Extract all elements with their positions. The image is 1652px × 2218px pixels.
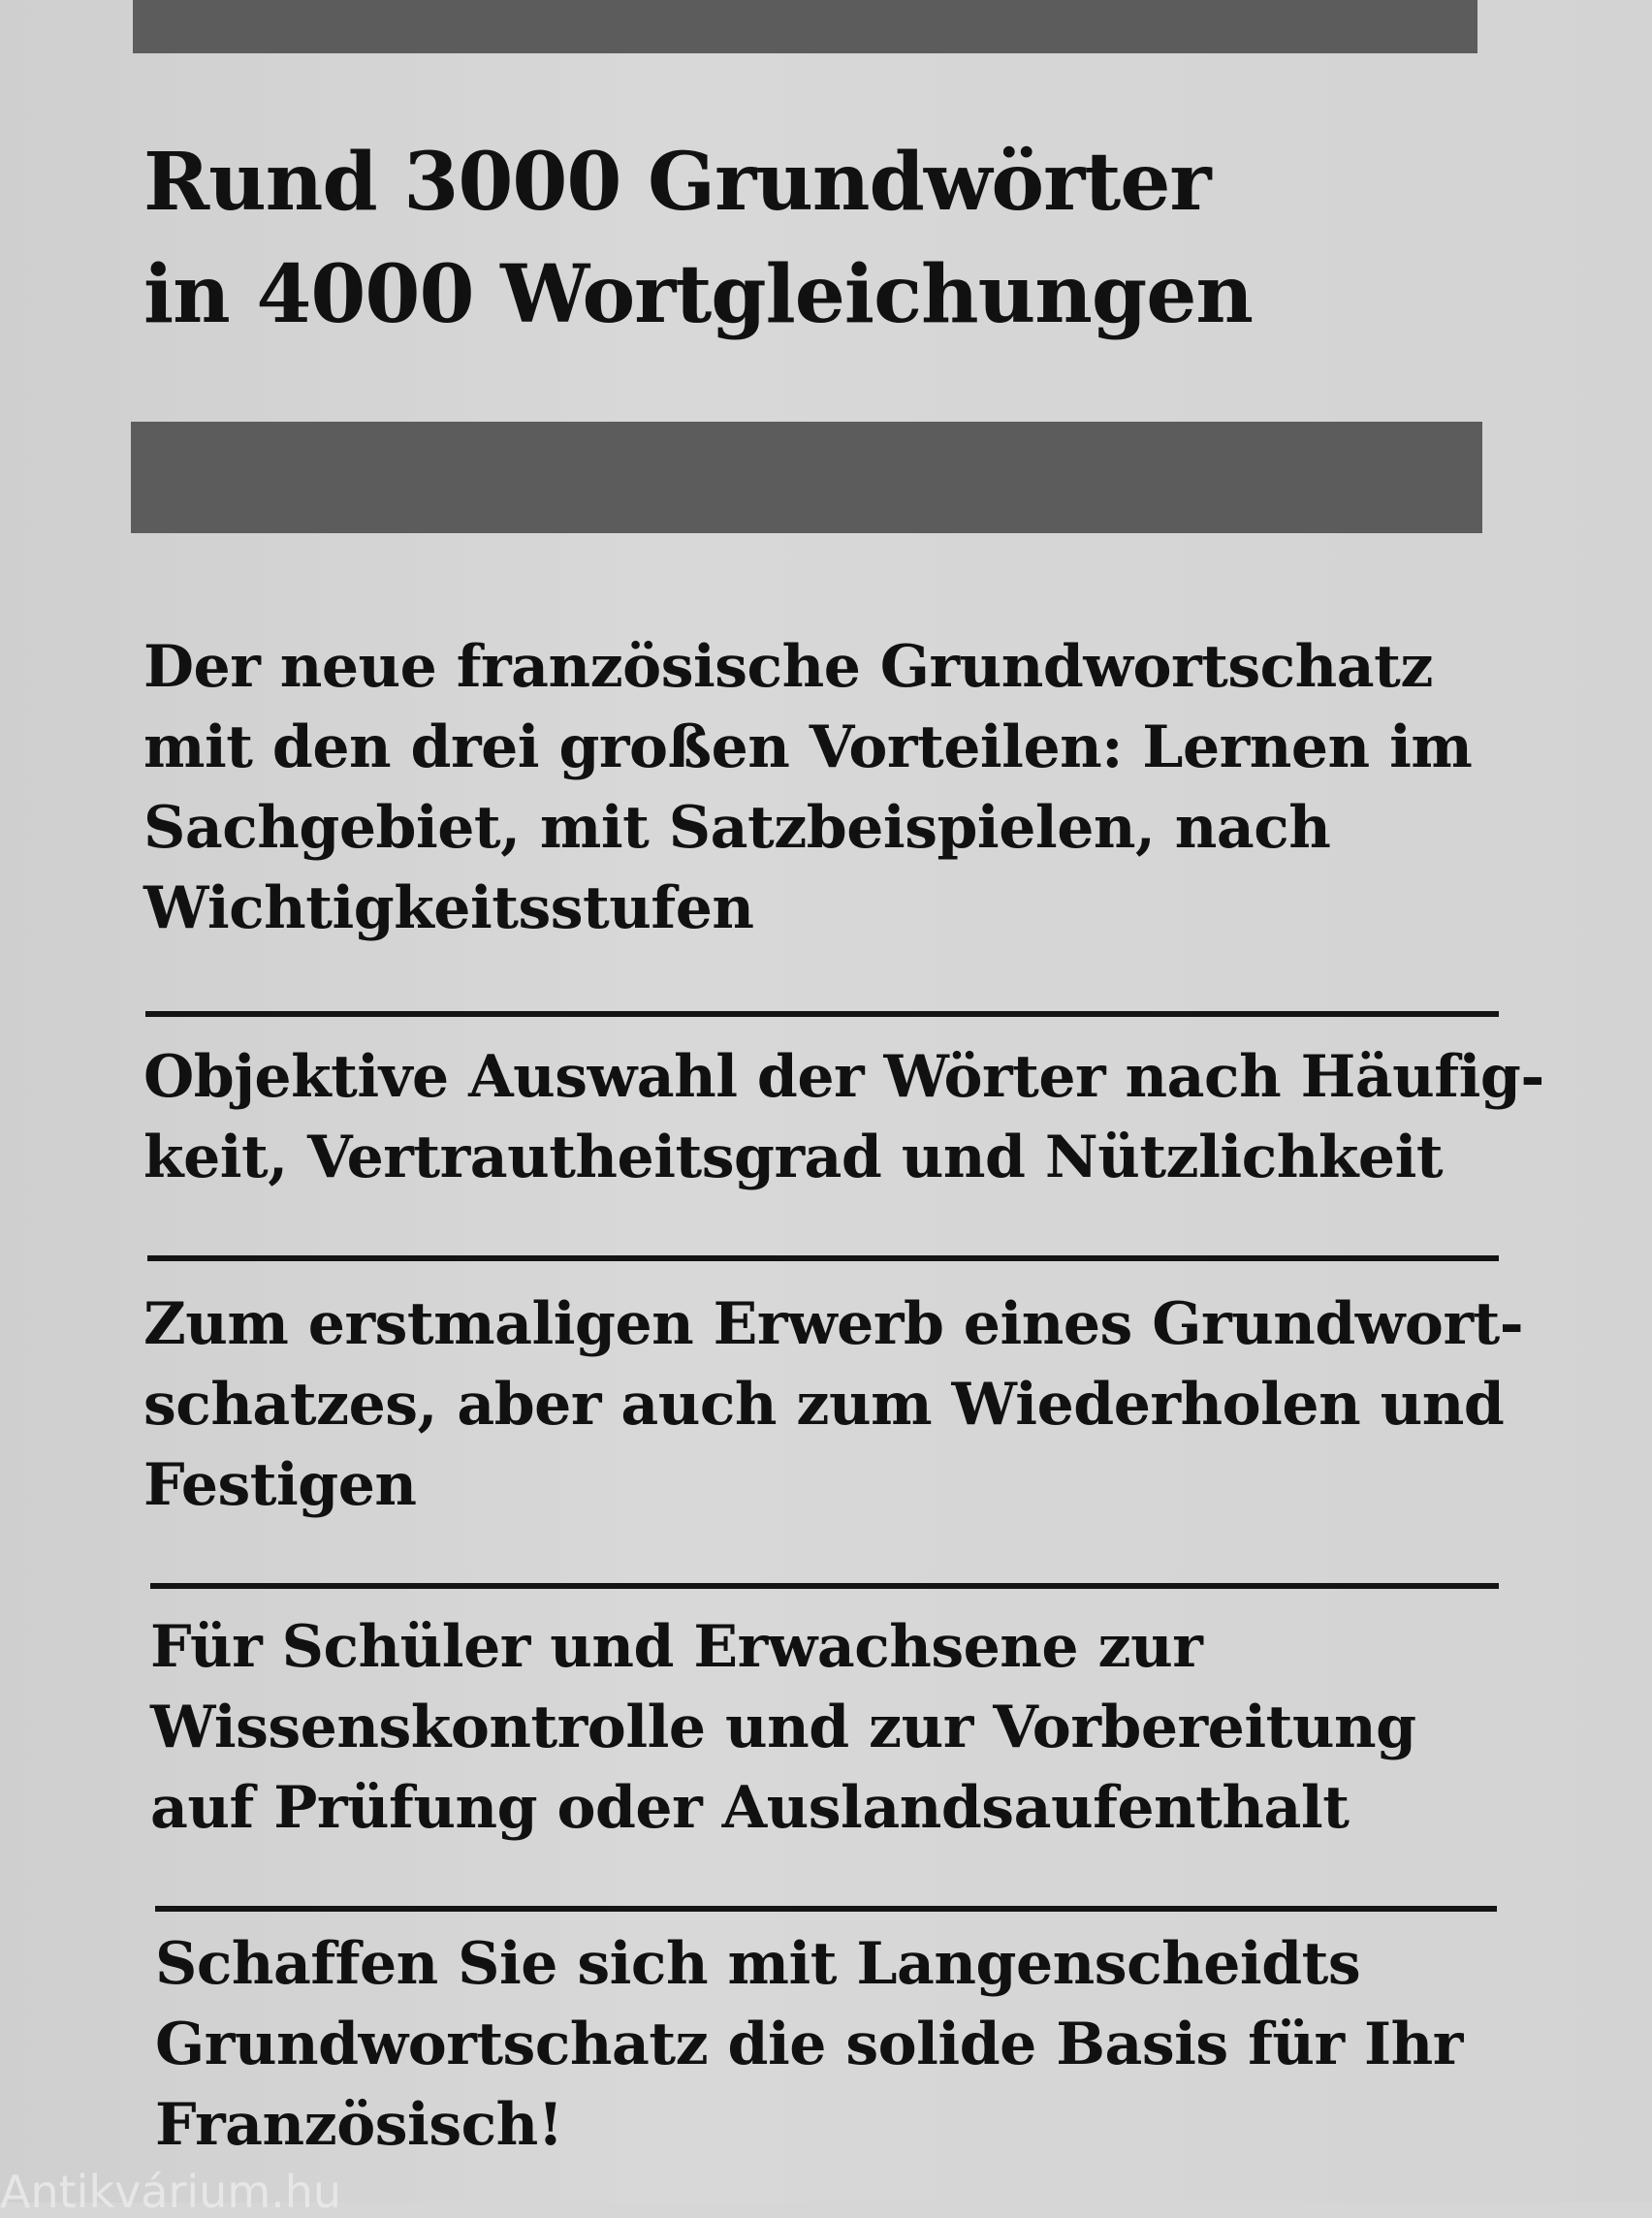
feature-1-line-4: Wichtigkeitsstufen <box>143 874 754 942</box>
divider-rule <box>145 1011 1499 1017</box>
feature-2-line-1: Objektive Auswahl der Wörter nach Häufig- <box>143 1043 1544 1111</box>
feature-block-4 <box>150 1607 1527 1849</box>
title-line-1: Rund 3000 Grundwörter <box>143 136 1211 229</box>
title-line-2: in 4000 Wortgleichungen <box>143 248 1253 341</box>
feature-5-line-1: Schaffen Sie sich mit Langenscheidts <box>155 1930 1361 1998</box>
feature-2-line-2: keit, Vertrautheitsgrad und Nützlichkeit <box>143 1124 1444 1191</box>
divider-rule <box>150 1583 1499 1589</box>
page-title <box>143 126 1501 351</box>
feature-1-line-3: Sachgebiet, mit Satzbeispielen, nach <box>143 794 1331 862</box>
feature-4-line-1: Für Schüler und Erwachsene zur <box>150 1613 1203 1681</box>
feature-block-3 <box>143 1284 1524 1526</box>
top-gray-bar <box>133 0 1477 53</box>
feature-5-line-3: Französisch! <box>155 2091 563 2159</box>
watermark-text: Antikvárium.hu <box>0 2166 342 2218</box>
feature-1-line-1: Der neue französische Grundwortschatz <box>143 633 1433 701</box>
feature-4-line-2: Wissenskontrolle und zur Vorbereitung <box>150 1694 1416 1761</box>
feature-3-line-1: Zum erstmaligen Erwerb eines Grundwort- <box>143 1290 1524 1358</box>
divider-rule <box>147 1255 1499 1261</box>
feature-block-2 <box>143 1037 1544 1198</box>
feature-3-line-3: Festigen <box>143 1451 417 1519</box>
feature-4-line-3: auf Prüfung oder Auslandsaufenthalt <box>150 1774 1350 1842</box>
feature-block-1 <box>143 627 1520 949</box>
divider-rule <box>155 1906 1497 1912</box>
feature-5-line-2: Grundwortschatz die solide Basis für Ihr <box>155 2011 1463 2078</box>
feature-block-5 <box>155 1924 1532 2166</box>
middle-gray-bar <box>131 422 1482 533</box>
feature-1-line-2: mit den drei großen Vorteilen: Lernen im <box>143 713 1473 781</box>
feature-3-line-2: schatzes, aber auch zum Wiederholen und <box>143 1371 1505 1439</box>
